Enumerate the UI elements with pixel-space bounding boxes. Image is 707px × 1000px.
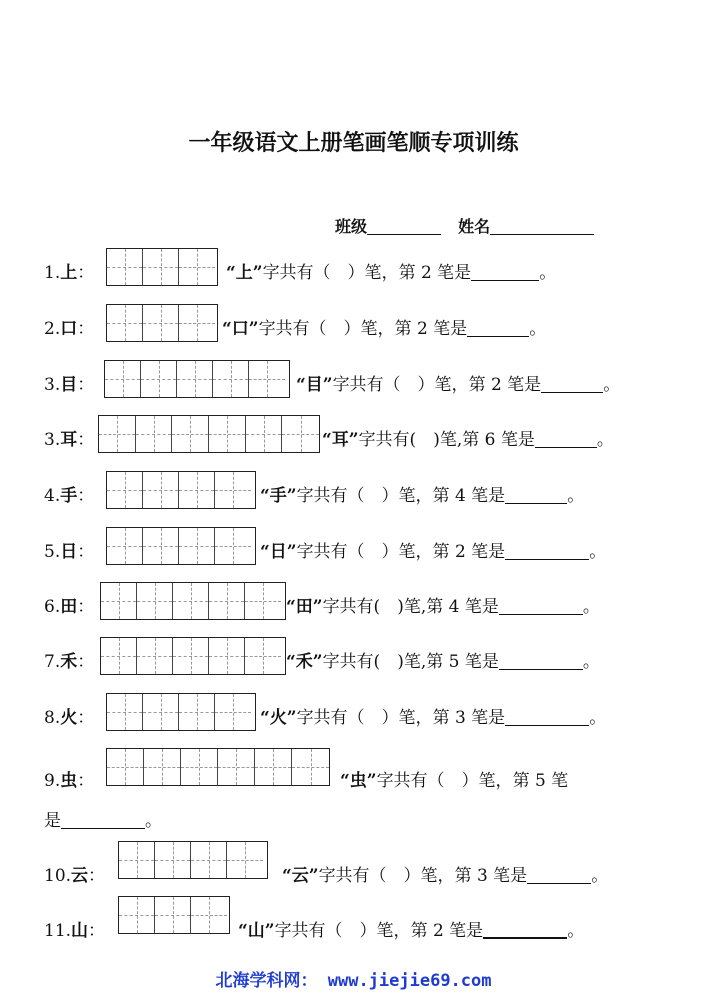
question-sentence: “云”字共有（ ）笔，第 3 笔是 。 — [282, 866, 609, 886]
item-label: 3.耳： — [44, 430, 95, 450]
name-label: 姓名 — [458, 217, 491, 236]
item-label: 11.山： — [44, 921, 106, 941]
answer-blank[interactable] — [467, 319, 529, 337]
question-sentence: “火”字共有（ ）笔，第 3 笔是 。 — [260, 708, 607, 728]
stroke-writing-grid[interactable] — [106, 748, 330, 786]
item-label: 6.田： — [44, 597, 95, 617]
item-label: 10.云： — [44, 866, 106, 886]
stroke-writing-grid[interactable] — [106, 471, 256, 509]
question-sentence: “虫”字共有（ ）笔，第 5 笔 — [340, 771, 569, 791]
question-sentence-continued: 是 。 — [44, 811, 162, 831]
item-label: 1.上： — [44, 263, 95, 283]
answer-blank[interactable] — [499, 597, 583, 615]
item-label: 9.虫： — [44, 771, 95, 791]
answer-blank[interactable] — [505, 708, 589, 726]
question-sentence: “手”字共有（ ）笔，第 4 笔是 。 — [260, 486, 585, 506]
stroke-writing-grid[interactable] — [106, 527, 256, 565]
item-label: 4.手： — [44, 486, 95, 506]
page-title: 一年级语文上册笔画笔顺专项训练 — [188, 131, 519, 156]
stroke-writing-grid[interactable] — [106, 248, 218, 286]
class-field[interactable] — [367, 218, 441, 235]
question-sentence: “田”字共有( )笔,第 4 笔是 。 — [286, 597, 600, 617]
student-info — [335, 214, 594, 237]
item-label: 2.口： — [44, 319, 95, 339]
answer-blank[interactable] — [471, 263, 539, 281]
answer-blank[interactable] — [499, 652, 583, 670]
answer-blank[interactable] — [541, 375, 603, 393]
stroke-writing-grid[interactable] — [100, 637, 286, 675]
question-sentence: “目”字共有（ ）笔，第 2 笔是 。 — [296, 375, 621, 395]
question-sentence: “日”字共有（ ）笔，第 2 笔是 。 — [260, 542, 607, 562]
class-label: 班级 — [335, 217, 368, 236]
stroke-writing-grid[interactable] — [118, 896, 230, 934]
question-sentence: “山”字共有（ ）笔，第 2 笔是 。 — [238, 921, 585, 941]
name-field[interactable] — [490, 218, 594, 235]
footer-watermark: 北海学科网： www.jiejie69.com — [215, 971, 492, 991]
answer-blank[interactable] — [61, 811, 145, 829]
stroke-writing-grid[interactable] — [118, 841, 268, 879]
answer-blank[interactable] — [505, 486, 567, 504]
item-label: 5.日： — [44, 542, 95, 562]
item-label: 8.火： — [44, 708, 95, 728]
question-sentence: “口”字共有（ ）笔，第 2 笔是 。 — [222, 319, 547, 339]
item-label: 3.目： — [44, 375, 95, 395]
answer-blank[interactable] — [483, 920, 567, 939]
stroke-writing-grid[interactable] — [100, 582, 286, 620]
answer-blank[interactable] — [505, 542, 589, 560]
stroke-writing-grid[interactable] — [104, 360, 290, 398]
answer-blank[interactable] — [535, 430, 597, 448]
question-sentence: “上”字共有（ ）笔，第 2 笔是 。 — [226, 263, 557, 283]
item-label: 7.禾： — [44, 652, 95, 672]
answer-blank[interactable] — [527, 866, 591, 884]
question-sentence: “禾”字共有( )笔,第 5 笔是 。 — [286, 652, 600, 672]
stroke-writing-grid[interactable] — [98, 415, 320, 453]
stroke-writing-grid[interactable] — [106, 304, 218, 342]
question-sentence: “耳”字共有( )笔,第 6 笔是 。 — [322, 430, 614, 450]
stroke-writing-grid[interactable] — [106, 693, 256, 731]
